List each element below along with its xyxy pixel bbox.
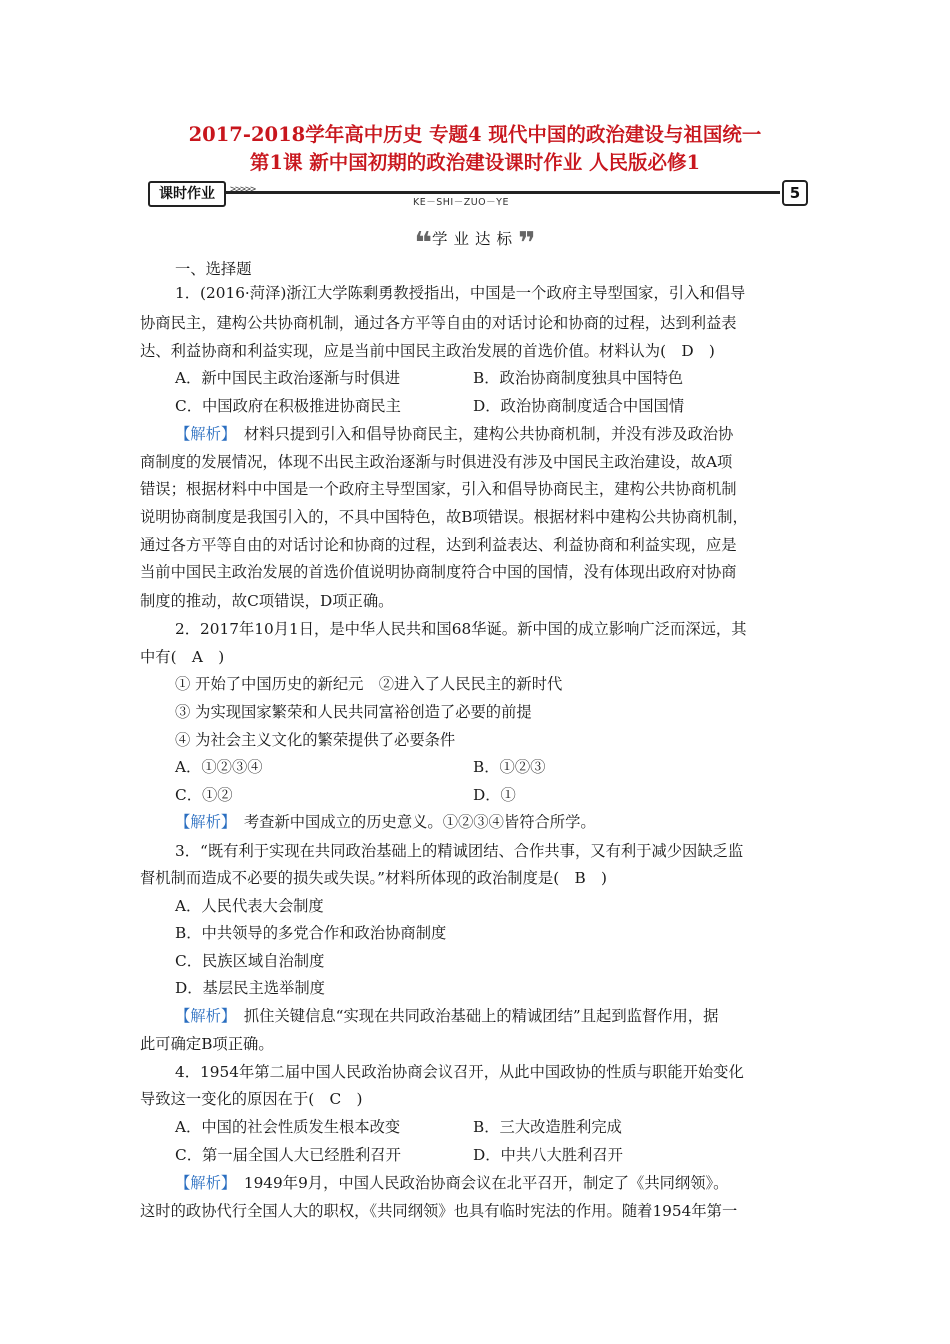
analysis-line: [175, 423, 733, 445]
text-line: [175, 395, 401, 417]
text-line: [175, 618, 747, 640]
document-title-line-1: 2017-2018学年高中历史 专题4 现代中国的政治建设与祖国统一: [188, 123, 762, 146]
line-text: 督机制而造成不必要的损失或失误。”材料所体现的政治制度是( B ): [140, 869, 607, 887]
line-text: 1949年9月，中国人民政治协商会议在北平召开，制定了《共同纲领》。: [228, 1174, 729, 1192]
option-text: D．中共八大胜利召开: [473, 1146, 623, 1164]
text-line: [175, 701, 532, 723]
text-line: [175, 282, 745, 304]
line-text: 说明协商制度是我国引入的，不具中国特色，故B项错误。根据材料中建构公共协商机制，: [140, 508, 748, 526]
section-heading: [0, 226, 950, 261]
line-text: 这时的政协代行全国人大的职权，《共同纲领》也具有临时宪法的作用。随着1954年第一: [140, 1202, 738, 1220]
option-text: B．①②③: [473, 758, 546, 776]
line-text: A．中国的社会性质发生根本改变: [175, 1118, 401, 1136]
line-text: C．中国政府在积极推进协商民主: [175, 397, 401, 415]
line-text: 2．2017年10月1日，是中华人民共和国68华诞。新中国的成立影响广泛而深远，其: [175, 620, 747, 638]
line-text: 中有( A ): [140, 648, 225, 666]
open-quote-icon: ❝: [414, 226, 432, 261]
text-line: [140, 451, 732, 473]
text-line: [140, 867, 607, 889]
text-line: [140, 1200, 737, 1222]
text-line: [140, 561, 737, 583]
line-text: A．①②③④: [175, 758, 263, 776]
line-text: ③ 为实现国家繁荣和人民共同富裕创造了必要的前提: [175, 703, 532, 721]
text-line: [140, 590, 393, 612]
analysis-tag: 【解析】: [175, 813, 229, 831]
text-line: [140, 478, 737, 500]
line-text: 达、利益协商和利益实现，应是当前中国民主政治发展的首选价值。材料认为( D ): [140, 342, 715, 360]
text-line: [175, 258, 252, 280]
line-text: C．第一届全国人大已经胜利召开: [175, 1146, 401, 1164]
option-text: B．三大改造胜利完成: [473, 1118, 622, 1136]
analysis-tag: 【解析】: [175, 1174, 229, 1192]
line-text: 4．1954年第二届中国人民政治协商会议召开，从此中国政协的性质与职能开始变化: [175, 1063, 744, 1081]
line-text: ① 开始了中国历史的新纪元 ②进入了人民民主的新时代: [175, 675, 563, 693]
banner-pinyin: KE－SHI－ZUO－YE: [410, 194, 512, 208]
text-line: [175, 784, 233, 806]
line-text: 材料只提到引入和倡导协商民主，建构公共协商机制，并没有涉及政治协: [228, 425, 734, 443]
text-line: [175, 1116, 400, 1138]
analysis-tag: 【解析】: [175, 425, 229, 443]
line-text: 3．“既有利于实现在共同政治基础上的精诚团结、合作共事，又有利于减少因缺乏监: [175, 842, 744, 860]
line-text: C．①②: [175, 786, 233, 804]
text-line: [140, 506, 748, 528]
analysis-line: [175, 1005, 718, 1027]
option-text: D．①: [473, 786, 516, 804]
line-text: 当前中国民主政治发展的首选价值说明协商制度符合中国的国情，没有体现出政府对协商: [140, 563, 737, 581]
line-text: 考查新中国成立的历史意义。①②③④皆符合所学。: [228, 813, 596, 831]
text-line: [175, 729, 455, 751]
text-line: [175, 950, 324, 972]
line-text: D．基层民主选举制度: [175, 979, 325, 997]
line-text: 协商民主，建构公共协商机制，通过各方平等自由的对话讨论和协商的过程，达到利益表: [140, 314, 737, 332]
line-text: 此可确定B项正确。: [140, 1035, 274, 1053]
analysis-line: [175, 811, 596, 833]
line-text: 通过各方平等自由的对话讨论和协商的过程，达到利益表达、利益协商和利益实现，应是: [140, 536, 737, 554]
text-line: [140, 312, 737, 334]
line-text: ④ 为社会主义文化的繁荣提供了必要条件: [175, 731, 456, 749]
line-text: B．中共领导的多党合作和政治协商制度: [175, 924, 447, 942]
line-text: A．新中国民主政治逐渐与时俱进: [175, 369, 401, 387]
line-text: 商制度的发展情况，体现不出民主政治逐渐与时俱进没有涉及中国民主政治建设，故A项: [140, 453, 733, 471]
line-text: 错误；根据材料中中国是一个政府主导型国家，引入和倡导协商民主，建构公共协商机制: [140, 480, 737, 498]
text-line: [140, 1033, 274, 1055]
text-line: [175, 673, 562, 695]
line-text: 制度的推动，故C项错误，D项正确。: [140, 592, 394, 610]
line-text: C．民族区域自治制度: [175, 952, 325, 970]
option-text: D．政治协商制度适合中国国情: [473, 397, 685, 415]
text-line: [140, 646, 224, 668]
banner-number-badge: 5: [782, 180, 808, 206]
text-line: [175, 895, 324, 917]
homework-banner: [148, 180, 808, 206]
banner-arrows: >>>>>: [230, 184, 256, 195]
text-line: [140, 340, 715, 362]
text-line: [175, 1144, 401, 1166]
text-line: [175, 367, 400, 389]
text-line: [175, 977, 325, 999]
text-line: [175, 840, 743, 862]
line-text: 一、选择题: [175, 260, 252, 278]
option-text: B．政治协商制度独具中国特色: [473, 369, 684, 387]
text-line: [175, 756, 263, 778]
document-title-line-2: 第1课 新中国初期的政治建设课时作业 人民版必修1: [249, 151, 701, 174]
analysis-tag: 【解析】: [175, 1007, 229, 1025]
section-heading-text: 学业达标: [431, 230, 518, 248]
text-line: [175, 1061, 744, 1083]
close-quote-icon: ❞: [518, 226, 536, 261]
line-text: 抓住关键信息“实现在共同政治基础上的精诚团结”且起到监督作用，据: [228, 1007, 719, 1025]
text-line: [140, 1088, 363, 1110]
text-line: [140, 534, 737, 556]
banner-label: 课时作业: [148, 181, 226, 207]
line-text: 导致这一变化的原因在于( C ): [140, 1090, 363, 1108]
line-text: 1．(2016·菏泽)浙江大学陈剩勇教授指出，中国是一个政府主导型国家，引入和倡导: [175, 284, 746, 302]
text-line: [175, 922, 446, 944]
analysis-line: [175, 1172, 728, 1194]
line-text: A．人民代表大会制度: [175, 897, 324, 915]
